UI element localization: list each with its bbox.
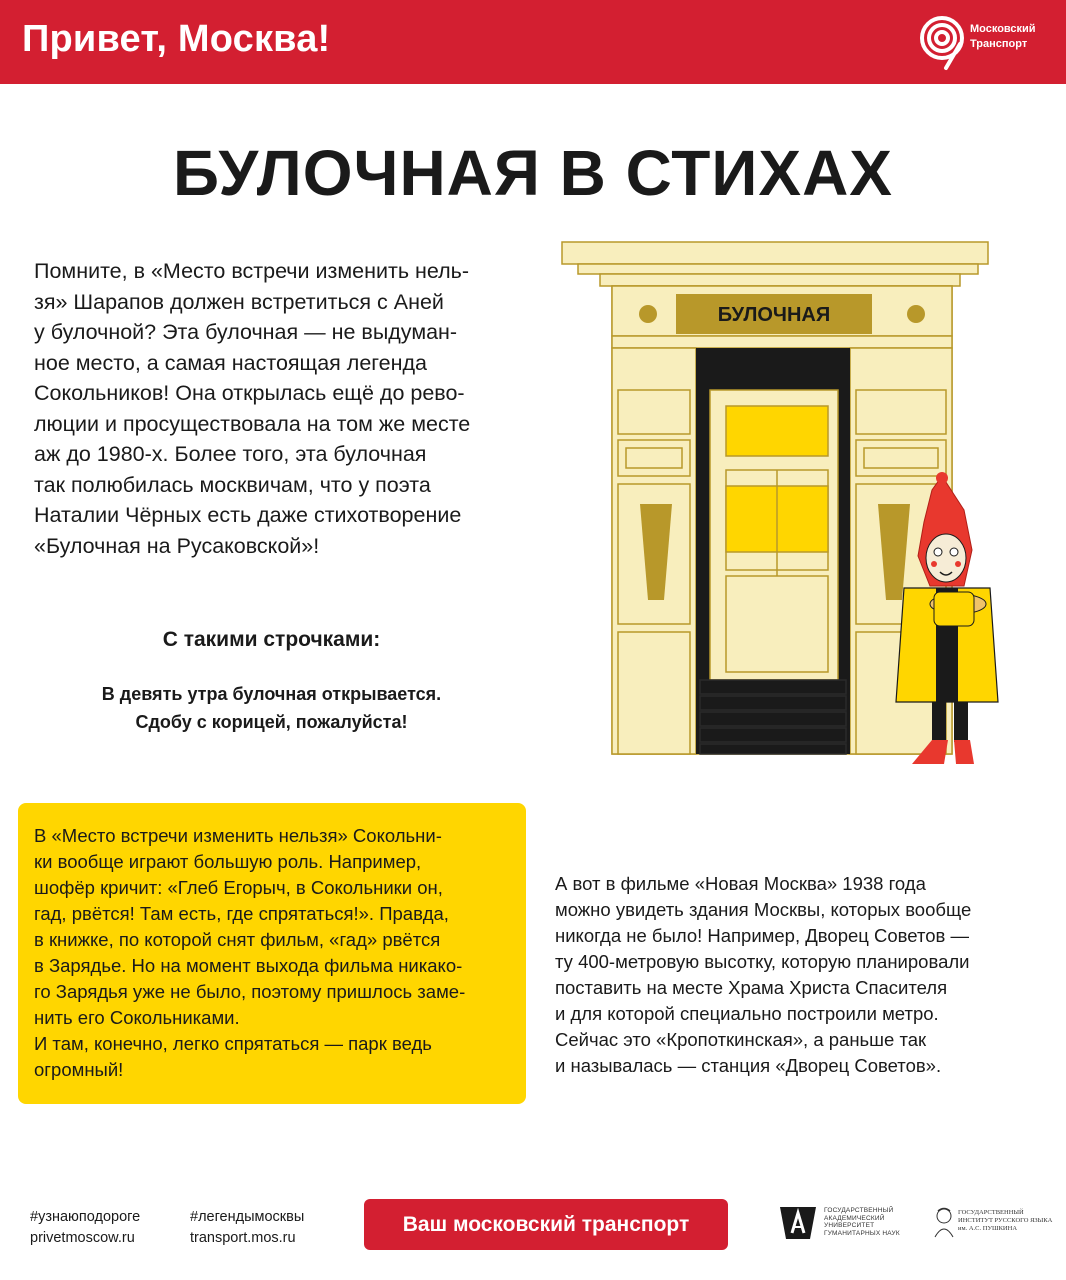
site-link-2[interactable]: transport.mos.ru (190, 1230, 296, 1246)
moscow-transport-logo[interactable] (916, 14, 1056, 72)
moscow-transport-logo-icon (916, 14, 968, 72)
hashtag-1[interactable]: #узнаюподороге (30, 1209, 141, 1225)
bakery-illustration (560, 240, 1000, 770)
footer-col-2 (190, 1207, 304, 1249)
intro-paragraph: Помните, в «Место встречи изменить нель- зя» Шарапов должен встретиться с Аней у булочной? Эта булочная — не выдуман- ное место, а самая настоящая легенда Сокольников! Она открылась ещё до рево- люции и просуществовала на том же месте аж до 1980-х. Более того, эта булочная так полюбилась москвичам, что у поэта Наталии Чёрных есть даже стихотворение «Булочная на Русаковской»! (34, 259, 471, 558)
poem-heading: С такими строчками: (162, 628, 381, 651)
university-emblem-icon (778, 1205, 818, 1241)
site-link-1[interactable]: privetmoscow.ru (30, 1230, 135, 1246)
bakery-facade-drawing (560, 240, 1000, 770)
bakery-sign: БУЛОЧНАЯ (717, 304, 831, 326)
page-title: БУЛОЧНАЯ В СТИХАХ (173, 137, 893, 209)
yellow-callout-box (18, 803, 526, 1104)
header-bar (0, 0, 1066, 84)
university-logo (778, 1205, 918, 1241)
pushkin-institute-logo (932, 1207, 1054, 1241)
footer-col-1 (30, 1207, 140, 1249)
logo-text: Московский Транспорт (970, 23, 1036, 50)
university-name: ГОСУДАРСТВЕННЫЙ АКАДЕМИЧЕСКИЙ УНИВЕРСИТЕТ ГУМАНИТАРНЫХ НАУК (824, 1207, 900, 1237)
transport-cta-button[interactable]: Ваш московский транспорт (364, 1199, 728, 1250)
header-title: Привет, Москва! (22, 18, 331, 60)
pushkin-portrait-icon (932, 1207, 956, 1239)
right-paragraph: А вот в фильме «Новая Москва» 1938 года можно увидеть здания Москвы, которых вообще никогда не было! Например, Дворец Советов — ту 400-метровую высотку, которую планировали поставить на месте Храма Христа Спасителя и для которой специально построили метро. Сейчас это «Кропоткинская», а раньше так и называлась — станция «Дворец Советов». (555, 873, 972, 1076)
poem-lines: В девять утра булочная открывается. Сдобу с корицей, пожалуйста! (101, 684, 442, 732)
hashtag-2[interactable]: #легендымосквы (190, 1209, 305, 1225)
institute-name: ГОСУДАРСТВЕННЫЙ ИНСТИТУТ РУССКОГО ЯЗЫКА им. А.С. ПУШКИНА (958, 1209, 1053, 1232)
yellow-callout-text: В «Место встречи изменить нельзя» Сокольни- ки вообще играют большую роль. Например, шофёр кричит: «Глеб Егорыч, в Сокольники он, гад, рвётся! Там есть, где спрятаться!». Правда, в книжке, по которой снят фильм, «гад» рвётся в Зарядье. Но на момент выхода фильма никако- го Зарядья уже не было, поэтому пришлось заме- нить его Сокольниками. И там, конечно, легко спрятаться — парк ведь огромный! (34, 825, 466, 1080)
